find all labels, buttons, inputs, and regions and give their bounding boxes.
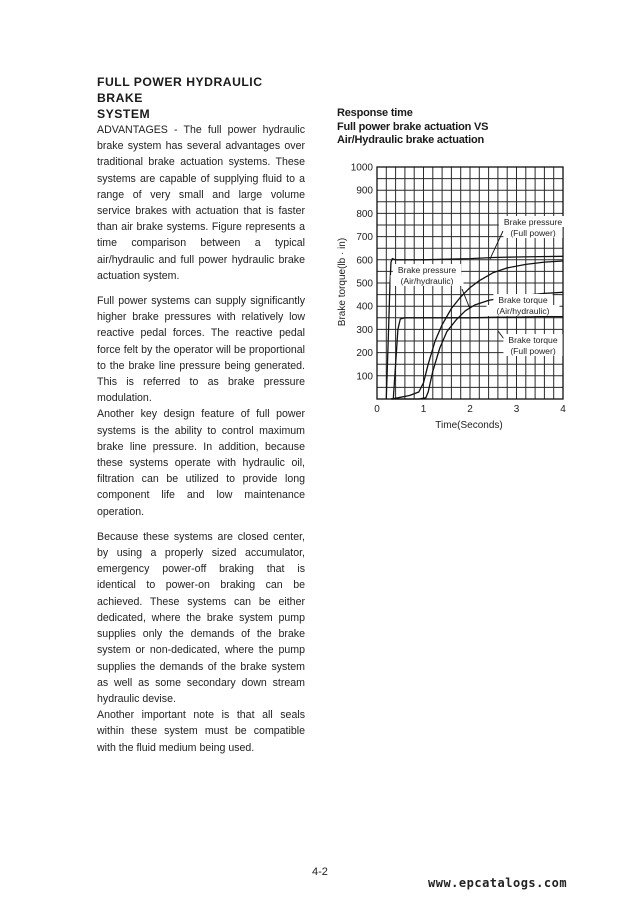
x-tick-label: 1 — [420, 404, 427, 415]
series-label: (Air/hydraulic) — [400, 276, 454, 286]
chart-title-line1: Response time — [337, 107, 413, 119]
y-tick-label: 300 — [356, 324, 373, 336]
x-tick-label: 3 — [513, 404, 520, 415]
x-axis-label: Time(Seconds) — [435, 420, 503, 431]
paragraph-pressure-modulation: Full power systems can supply significantly higher brake pressures with relatively low reactive pedal forces. The reactive pedal force felt by the operator will be proportional to the brake line pressure being generated. This is referred to as brake pressure modulation. — [97, 295, 305, 405]
response-time-chart — [330, 155, 580, 440]
x-tick-label: 4 — [560, 404, 566, 415]
chart-title-line2: Full power brake actuation VS — [337, 120, 489, 133]
y-axis-label: Brake torque(lb · in) — [337, 237, 348, 327]
y-tick-label: 1000 — [350, 162, 373, 174]
series-label: Brake pressure — [397, 265, 457, 275]
body-text-column — [97, 74, 305, 756]
paragraph-advantages: ADVANTAGES - The full power hydraulic brake system has several advantages over traditional brake actuation systems. These systems are capable of supplying fluid to a range of very small and large volume service brakes with actuation that is faster than air brake systems. Figure represents a time comparison between a typical air/hydraulic and full power hydraulic brake actuation system. — [97, 124, 305, 282]
watermark: www.epcatalogs.com — [428, 876, 568, 890]
y-tick-label: 600 — [356, 255, 373, 267]
section-heading-line1: FULL POWER HYDRAULIC BRAKE — [97, 75, 263, 105]
series-label: Brake pressure — [503, 217, 563, 227]
series-label: (Full power) — [510, 228, 556, 238]
y-tick-label: 700 — [356, 232, 373, 244]
x-tick-label: 2 — [467, 404, 473, 415]
y-tick-label: 900 — [356, 185, 373, 197]
section-heading-line2: SYSTEM — [97, 107, 151, 121]
paragraph-seals: Another important note is that all seals within these system must be compatible with the fluid medium being used. — [97, 709, 305, 754]
y-tick-label: 400 — [356, 301, 373, 313]
paragraph-max-pressure: Another key design feature of full power systems is the ability to control maximum brake line pressure. In addition, because these systems operate with hydraulic oil, filtration can be utilized to provide long component life and low maintenance operation. — [97, 408, 305, 518]
y-tick-label: 500 — [356, 278, 373, 290]
y-tick-label: 100 — [356, 371, 373, 383]
series-label: Brake torque — [508, 335, 558, 345]
chart-axes — [351, 163, 566, 416]
page-number: 4-2 — [312, 866, 328, 878]
paragraph-closed-center: Because these systems are closed center, by using a properly sized accumulator, emergency power-off braking that is identical to power-on braking can be achieved. These systems can be either dedicated, where the brake system pump supplies only the demands of the brake system or non-dedicated, where the pump supplies the demands of the brake system as well as some secondary down stream hydraulic devise. — [97, 530, 305, 705]
series-label-leader — [490, 231, 503, 259]
series-label: (Air/hydraulic) — [496, 306, 550, 316]
chart-title-line3: Air/Hydraulic brake actuation — [337, 134, 485, 146]
series-label: (Full power) — [510, 346, 556, 356]
y-tick-label: 800 — [356, 208, 373, 220]
chart-title — [337, 107, 488, 148]
x-tick-label: 0 — [374, 404, 380, 415]
series-label: Brake torque — [498, 295, 548, 305]
y-tick-label: 200 — [356, 348, 373, 360]
